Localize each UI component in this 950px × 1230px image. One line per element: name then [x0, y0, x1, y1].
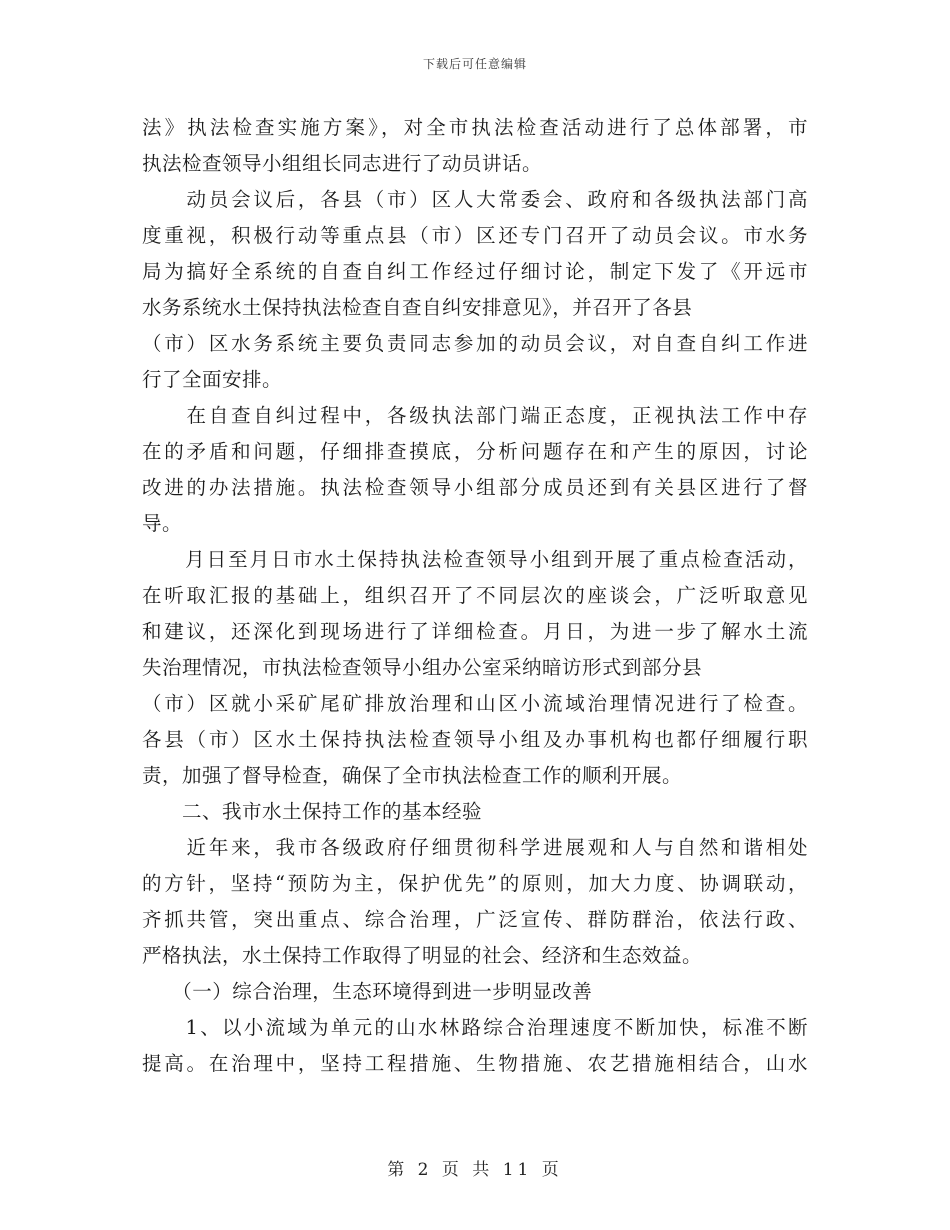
- text-line: 水务系统水土保持执法检查自查自纠安排意见》，并召开了各县: [142, 296, 693, 319]
- text-line: 动员会议后，各县（市）区人大常委会、政府和各级执法部门高: [142, 188, 808, 211]
- text-line: 月日至月日市水土保持执法检查领导小组到开展了重点检查活动，: [142, 548, 808, 571]
- page-header: 下载后可任意编辑: [422, 57, 527, 71]
- text-line: 提高。在治理中，坚持工程措施、生物措施、农艺措施相结合，山水: [142, 1052, 808, 1075]
- text-line: 严格执法，水土保持工作取得了明显的社会、经济和生态效益。: [142, 944, 703, 967]
- text-line: （市）区水务系统主要负责同志参加的动员会议，对自查自纠工作进: [142, 332, 808, 355]
- text-line: 局为搞好全系统的自查自纠工作经过仔细讨论，制定下发了《开远市: [142, 260, 808, 283]
- subsection-heading: （一）综合治理，生态环境得到进一步明显改善: [142, 980, 593, 1003]
- text-line: 责，加强了督导检查，确保了全市执法检查工作的顺利开展。: [142, 764, 683, 787]
- text-line: 法》执法检查实施方案》，对全市执法检查活动进行了总体部署，市: [142, 116, 808, 139]
- document-body: [142, 110, 808, 1082]
- text-line: 和建议，还深化到现场进行了详细检查。月日，为进一步了解水土流: [142, 620, 808, 643]
- text-line: 度重视，积极行动等重点县（市）区还专门召开了动员会议。市水务: [142, 224, 808, 247]
- text-line: 失治理情况，市执法检查领导小组办公室采纳暗访形式到部分县: [142, 656, 703, 679]
- text-line: 在听取汇报的基础上，组织召开了不同层次的座谈会，广泛听取意见: [142, 584, 808, 607]
- text-line: 各县（市）区水土保持执法检查领导小组及办事机构也都仔细履行职: [142, 728, 808, 751]
- text-line: 的方针，坚持“预防为主，保护优先”的原则，加大力度、协调联动，: [142, 872, 808, 895]
- text-line: 行了全面安排。: [142, 368, 283, 391]
- text-line: 齐抓共管，突出重点、综合治理，广泛宣传、群防群治，依法行政、: [142, 908, 808, 931]
- text-line: 近年来，我市各级政府仔细贯彻科学进展观和人与自然和谐相处: [142, 836, 808, 859]
- text-line: 1、以小流域为单元的山水林路综合治理速度不断加快，标准不断: [142, 1016, 808, 1039]
- page-footer: 第 2 页 共 11 页: [387, 1160, 563, 1180]
- text-line: 改进的办法措施。执法检查领导小组部分成员还到有关县区进行了督: [142, 476, 808, 499]
- section-heading: 二、我市水土保持工作的基本经验: [142, 800, 483, 823]
- text-line: 在的矛盾和问题，仔细排查摸底，分析问题存在和产生的原因，讨论: [142, 440, 808, 463]
- text-line: （市）区就小采矿尾矿排放治理和山区小流域治理情况进行了检查。: [142, 692, 808, 715]
- text-line: 执法检查领导小组组长同志进行了动员讲话。: [142, 152, 543, 175]
- text-line: 导。: [142, 512, 183, 535]
- text-line: 在自查自纠过程中，各级执法部门端正态度，正视执法工作中存: [142, 404, 808, 427]
